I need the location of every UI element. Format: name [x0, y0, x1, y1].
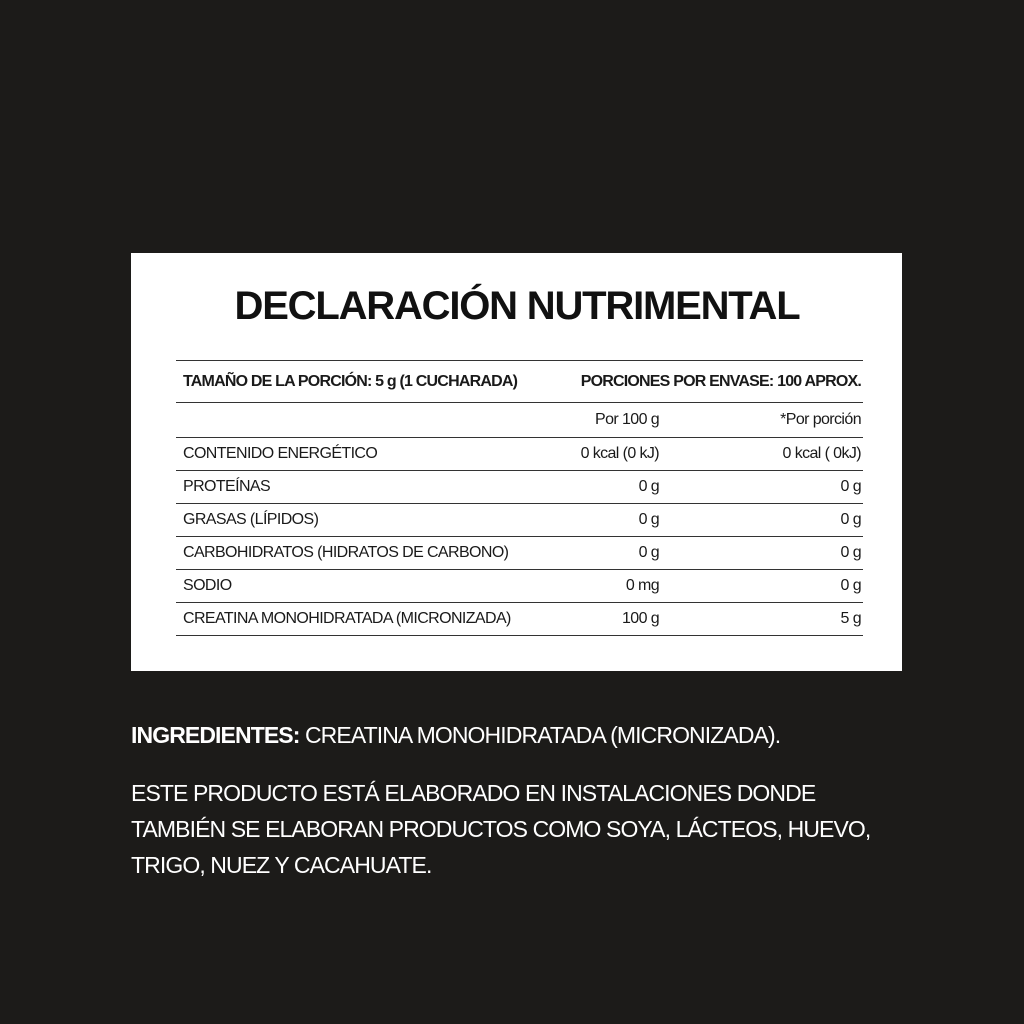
nutrient-per-100g: 0 mg	[565, 570, 661, 603]
table-row	[176, 537, 863, 570]
table-row	[176, 504, 863, 537]
nutrient-name: SODIO	[176, 570, 565, 603]
nutrient-per-100g: 0 g	[565, 537, 661, 570]
nutrient-per-100g: 100 g	[565, 603, 661, 636]
table-row	[176, 438, 863, 471]
nutrient-per-100g: 0 g	[565, 504, 661, 537]
allergen-notice: ESTE PRODUCTO ESTÁ ELABORADO EN INSTALACIONES DONDE TAMBIÉN SE ELABORAN PRODUCTOS COMO SOYA, LÁCTEOS, HUEVO, TRIGO, NUEZ Y CACAHUATE.	[131, 780, 871, 878]
column-header-per-100g: Por 100 g	[565, 403, 661, 438]
nutrient-per-serving: 0 g	[661, 471, 863, 504]
nutrient-name: PROTEÍNAS	[176, 471, 565, 504]
nutrient-per-serving: 0 g	[661, 570, 863, 603]
nutrient-per-serving: 0 g	[661, 504, 863, 537]
nutrient-per-serving: 0 g	[661, 537, 863, 570]
serving-size: TAMAÑO DE LA PORCIÓN: 5 g (1 CUCHARADA)	[176, 361, 565, 403]
table-row	[176, 603, 863, 636]
nutrient-name: CREATINA MONOHIDRATADA (MICRONIZADA)	[176, 603, 565, 636]
nutrient-name: CONTENIDO ENERGÉTICO	[176, 438, 565, 471]
ingredients-label: INGREDIENTES:	[131, 722, 300, 748]
table-row	[176, 471, 863, 504]
nutrition-title: DECLARACIÓN NUTRIMENTAL	[234, 284, 800, 328]
ingredients-line	[131, 722, 780, 749]
servings-per-container: PORCIONES POR ENVASE: 100 APROX.	[565, 361, 863, 403]
nutrient-per-serving: 5 g	[661, 603, 863, 636]
nutrition-table	[176, 360, 863, 636]
nutrient-name: GRASAS (LÍPIDOS)	[176, 504, 565, 537]
column-header-per-serving: *Por porción	[661, 403, 863, 438]
nutrient-name: CARBOHIDRATOS (HIDRATOS DE CARBONO)	[176, 537, 565, 570]
nutrient-per-100g: 0 g	[565, 471, 661, 504]
ingredients-text: CREATINA MONOHIDRATADA (MICRONIZADA).	[299, 722, 781, 748]
column-header-row	[176, 403, 863, 438]
column-header-blank	[176, 403, 565, 438]
nutrient-per-100g: 0 kcal (0 kJ)	[565, 438, 661, 471]
table-row	[176, 570, 863, 603]
serving-info-row	[176, 361, 863, 403]
nutrient-per-serving: 0 kcal ( 0kJ)	[661, 438, 863, 471]
